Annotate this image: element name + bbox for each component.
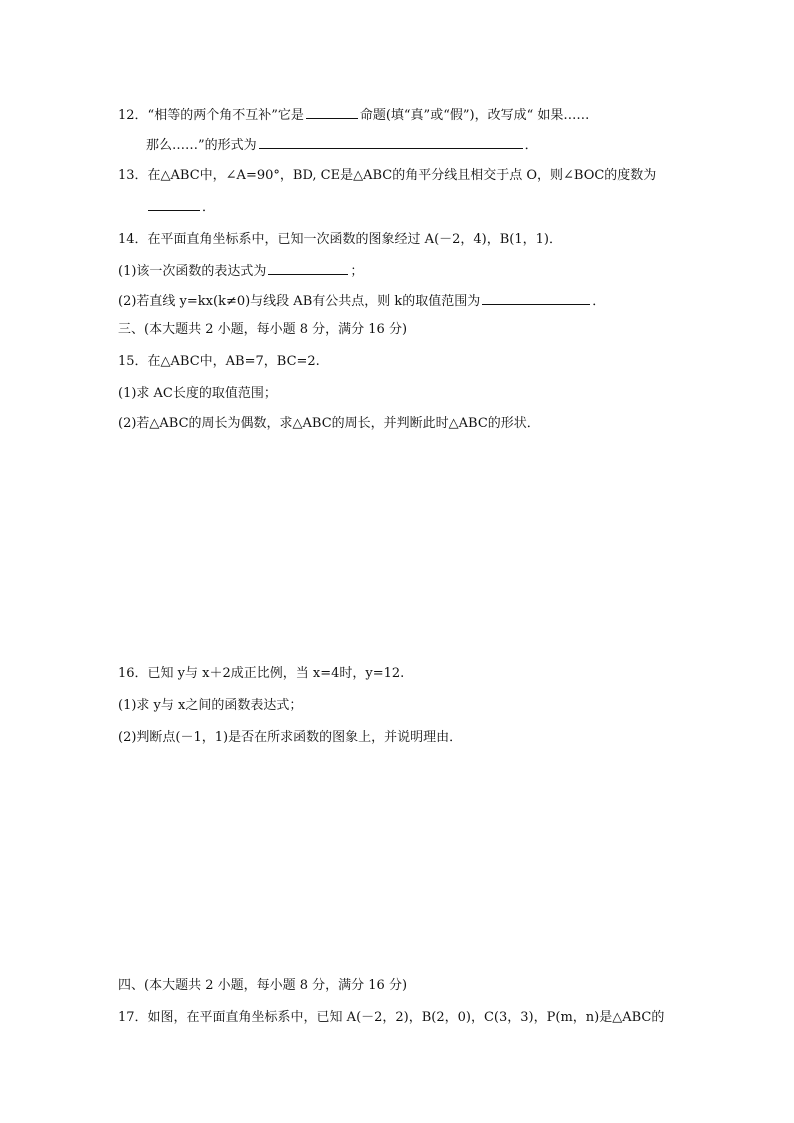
q12-text-b: 命题(填“真”或“假”)，改写成“ 如果…… <box>359 108 590 123</box>
q14-sub2-text: (2)若直线 y=kx(k≠0)与线段 AB有公共点，则 k的取值范围为 <box>118 294 481 309</box>
q12-line2 <box>146 136 538 154</box>
q12-blank-2[interactable] <box>259 136 523 149</box>
q16-stem: 16．已知 y与 x＋2成正比例，当 x=4时，y=12. <box>118 666 405 681</box>
q13-line2 <box>146 198 215 216</box>
section-3-heading: 三、(本大题共 2 小题，每小题 8 分，满分 16 分) <box>118 322 408 337</box>
section-4-heading: 四、(本大题共 2 小题，每小题 8 分，满分 16 分) <box>118 978 408 993</box>
q14-sub1-end: ； <box>350 264 364 279</box>
q13-blank[interactable] <box>148 198 200 211</box>
q16-sub1: (1)求 y与 x之间的函数表达式； <box>118 698 303 713</box>
q12-text-c: 那么……”的形式为 <box>146 138 257 153</box>
q14-sub2 <box>118 292 605 310</box>
q17-stem: 17．如图，在平面直角坐标系中，已知 A(－2，2)，B(2，0)，C(3，3)，P(m，n)是△ABC的 <box>118 1010 665 1025</box>
q13-text-end: ． <box>202 200 216 215</box>
q13-line1: 13．在△ABC中，∠A=90°，BD, CE是△ABC的角平分线且相交于点 O，则∠BOC的度数为 <box>118 168 657 183</box>
q12-text-a: 12．“相等的两个角不互补”它是 <box>118 108 304 123</box>
q15-sub1: (1)求 AC长度的取值范围； <box>118 386 277 401</box>
q12-text-d: ． <box>524 138 538 153</box>
q14-sub1 <box>118 262 363 280</box>
q15-stem: 15．在△ABC中，AB=7，BC=2. <box>118 354 320 369</box>
q14-sub1-text: (1)该一次函数的表达式为 <box>118 264 267 279</box>
q15-sub2: (2)若△ABC的周长为偶数，求△ABC的周长，并判断此时△ABC的形状． <box>118 416 540 431</box>
q14-stem: 14．在平面直角坐标系中，已知一次函数的图象经过 A(－2，4)，B(1，1)． <box>118 232 562 247</box>
q12-line1 <box>118 106 589 124</box>
q14-blank-1[interactable] <box>268 262 348 275</box>
q14-blank-2[interactable] <box>482 292 590 305</box>
q16-sub2: (2)判断点(－1，1)是否在所求函数的图象上，并说明理由． <box>118 730 463 745</box>
q12-blank-1[interactable] <box>306 106 358 119</box>
q14-sub2-end: ． <box>592 294 606 309</box>
